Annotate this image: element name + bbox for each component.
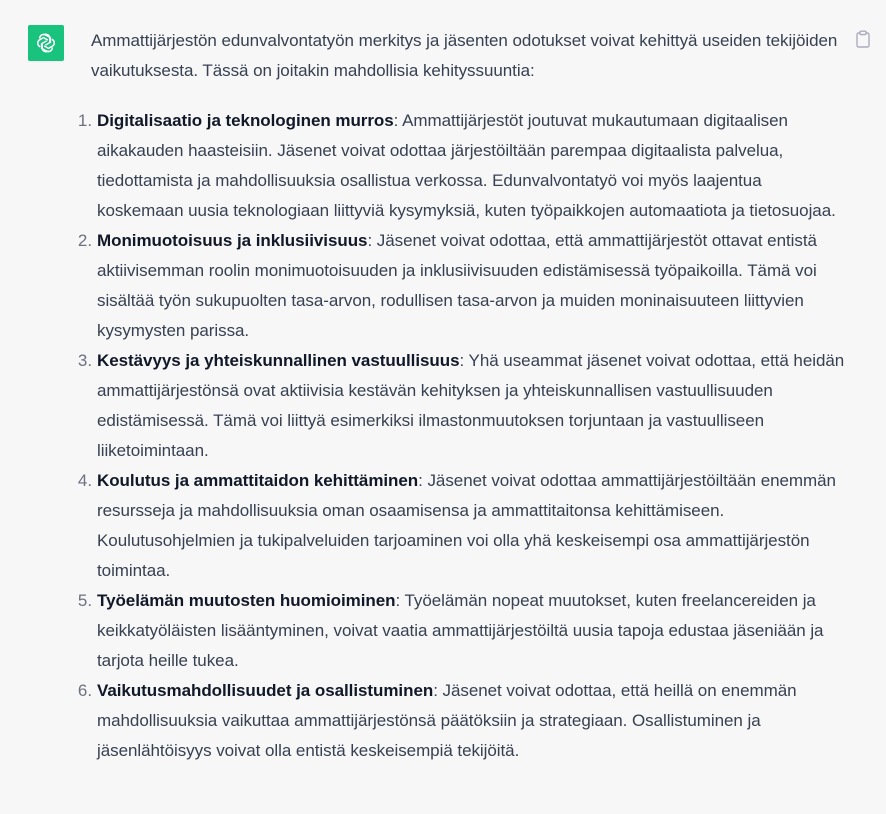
list-item — [77, 676, 851, 766]
list-item-number: 4. — [77, 471, 92, 490]
list-item-text: : Jäsenet voivat odottaa, että heillä on enemmän mahdollisuuksia vaikuttaa ammattijärjestönsä päätöksiin ja strategiaan. Osallistuminen ja jäsenlähtöisyys voivat olla entistä keskeisempiä tekijöitä. — [97, 681, 797, 760]
clipboard-icon[interactable] — [855, 30, 871, 48]
list-item-text: : Työelämän nopeat muutokset, kuten freelancereiden ja keikkatyöläisten lisääntyminen, voivat vaatia ammattijärjestöiltä uusia tapoja edustaa jäseniään ja tarjota heille tukea. — [97, 591, 824, 670]
message-content — [77, 26, 851, 766]
list-item-text: : Yhä useammat jäsenet voivat odottaa, että heidän ammattijärjestönsä ovat aktiivisia kestävän kehityksen ja yhteiskunnallisen vastuullisuuden edistämisessä. Tämä voi liittyä esimerkiksi ilmastonmuutoksen torjuntaan ja vastuulliseen liiketoimintaan. — [97, 351, 845, 460]
list-item-number: 3. — [77, 351, 92, 370]
list-item-number: 2. — [77, 231, 92, 250]
list-item — [77, 346, 851, 466]
list-item-title: Kestävyys ja yhteiskunnallinen vastuullisuus — [97, 351, 460, 370]
list-item-title: Monimuotoisuus ja inklusiivisuus — [97, 231, 368, 250]
list-item-title: Työelämän muutosten huomioiminen — [97, 591, 396, 610]
list-item-text: : Jäsenet voivat odottaa ammattijärjestöiltään enemmän resursseja ja mahdollisuuksia oman osaamisensa ja ammattitaitonsa kehittämiseen. Koulutusohjelmien ja tukipalveluiden tarjoaminen voi olla yhä keskeisempi osa ammattijärjestön toimintaa. — [97, 471, 836, 580]
assistant-avatar — [28, 25, 64, 61]
list-item-title: Digitalisaatio ja teknologinen murros — [97, 111, 394, 130]
list-item — [77, 226, 851, 346]
list-item-number: 5. — [77, 591, 92, 610]
development-list — [77, 106, 851, 766]
list-item — [77, 466, 851, 586]
message-intro: Ammattijärjestön edunvalvontatyön merkitys ja jäsenten odotukset voivat kehittyä useiden tekijöiden vaikutuksesta. Tässä on joitakin mahdollisia kehityssuuntia: — [91, 31, 838, 80]
list-item-text: : Ammattijärjestöt joutuvat mukautumaan digitaalisen aikakauden haasteisiin. Jäsenet voivat odottaa järjestöiltään parempaa digitaalista palvelua, tiedottamista ja mahdollisuuksia osallistua verkossa. Edunvalvontatyö voi myös laajentua koskemaan uusia teknologiaan liittyviä kysymyksiä, kuten työpaikkojen automaatiota ja tietosuojaa. — [97, 111, 836, 220]
list-item-text: : Jäsenet voivat odottaa, että ammattijärjestöt ottavat entistä aktiivisemman roolin monimuotoisuuden ja inklusiivisuuden edistämisessä työpaikoilla. Tämä voi sisältää työn sukupuolten tasa-arvon, rodullisen tasa-arvon ja muiden moninaisuuteen liittyvien kysymysten parissa. — [97, 231, 817, 340]
list-item-title: Koulutus ja ammattitaidon kehittäminen — [97, 471, 419, 490]
list-item-title: Vaikutusmahdollisuudet ja osallistuminen — [97, 681, 434, 700]
list-item-number: 6. — [77, 681, 92, 700]
list-item — [77, 106, 851, 226]
openai-logo-icon — [34, 31, 58, 55]
list-item-number: 1. — [77, 111, 92, 130]
list-item — [77, 586, 851, 676]
